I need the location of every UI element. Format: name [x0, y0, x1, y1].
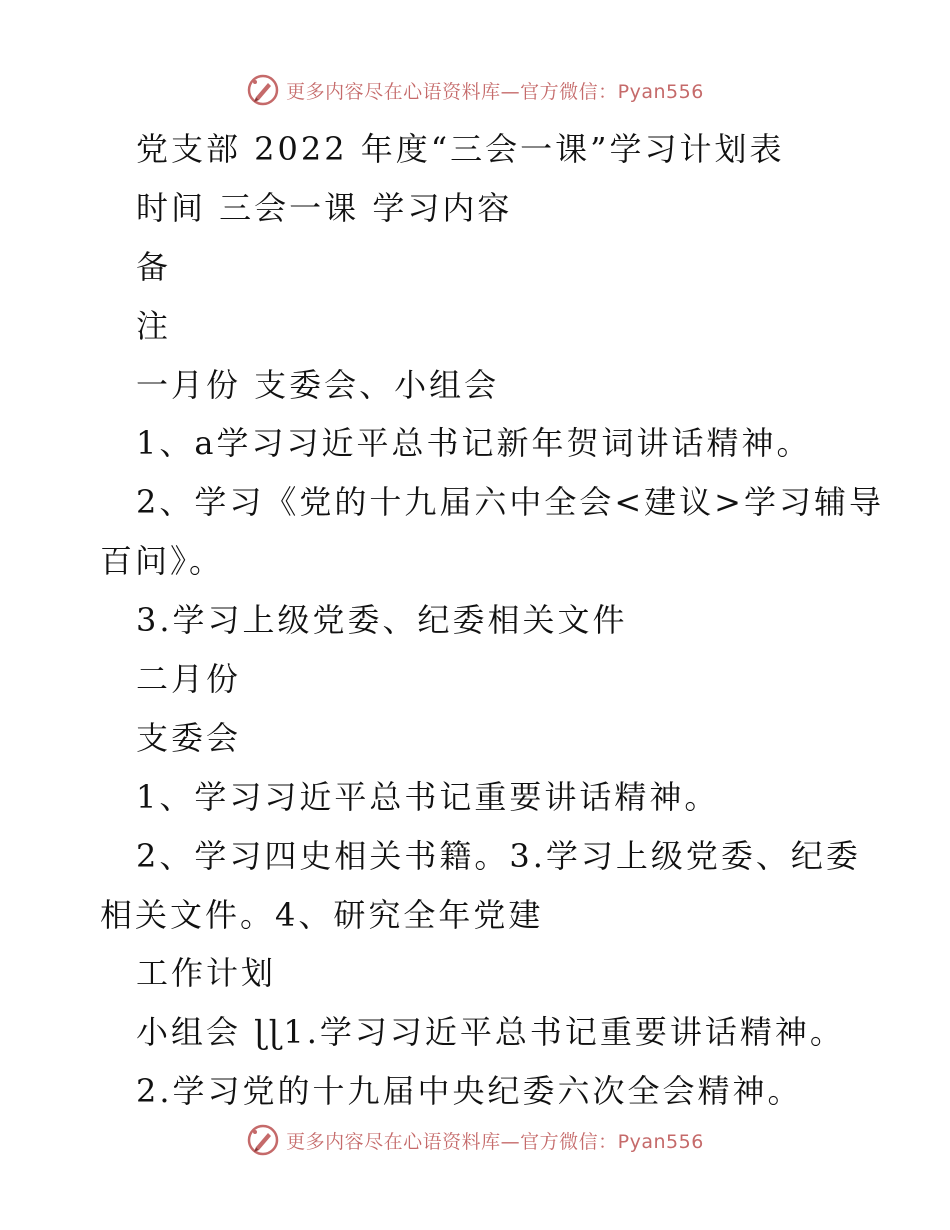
- text-line: 2、学习《党的十九届六中全会<建议>学习辅导: [136, 483, 884, 522]
- document-body: [100, 120, 884, 1121]
- text-line: 2、学习四史相关书籍。3.学习上级党委、纪委: [136, 836, 861, 875]
- text-line: 1、学习习近平总书记重要讲话精神。: [136, 777, 720, 816]
- text-line: 注: [136, 306, 172, 345]
- pen-circle-logo-icon: [246, 73, 280, 107]
- text-line-continuation: 百问》。: [100, 542, 225, 581]
- footer-watermark: [0, 1120, 950, 1160]
- text-line: 备: [136, 247, 172, 286]
- text-line: 2.学习党的十九届中央纪委六次全会精神。: [136, 1072, 803, 1111]
- text-line: 1、a学习习近平总书记新年贺词讲话精神。: [136, 424, 812, 463]
- pen-circle-logo-icon: [246, 1123, 280, 1157]
- table-header: 时间 三会一课 学习内容: [136, 188, 513, 227]
- document-title: 党支部 2022 年度“三会一课”学习计划表: [136, 130, 785, 168]
- watermark-text: 更多内容尽在心语资料库—官方微信：Pyan556: [286, 80, 704, 103]
- text-line: 小组会 ɭɭ1.学习习近平总书记重要讲话精神。: [136, 1013, 845, 1052]
- month-heading: 一月份 支委会、小组会: [136, 365, 500, 404]
- meeting-type: 支委会: [136, 718, 242, 757]
- text-line: 工作计划: [136, 954, 277, 993]
- header-watermark: [0, 70, 950, 110]
- month-heading: 二月份: [136, 660, 242, 699]
- text-line-continuation: 相关文件。4、研究全年党建: [100, 895, 544, 934]
- watermark-text: 更多内容尽在心语资料库—官方微信：Pyan556: [286, 1130, 704, 1153]
- text-line: 3.学习上级党委、纪委相关文件: [136, 601, 628, 640]
